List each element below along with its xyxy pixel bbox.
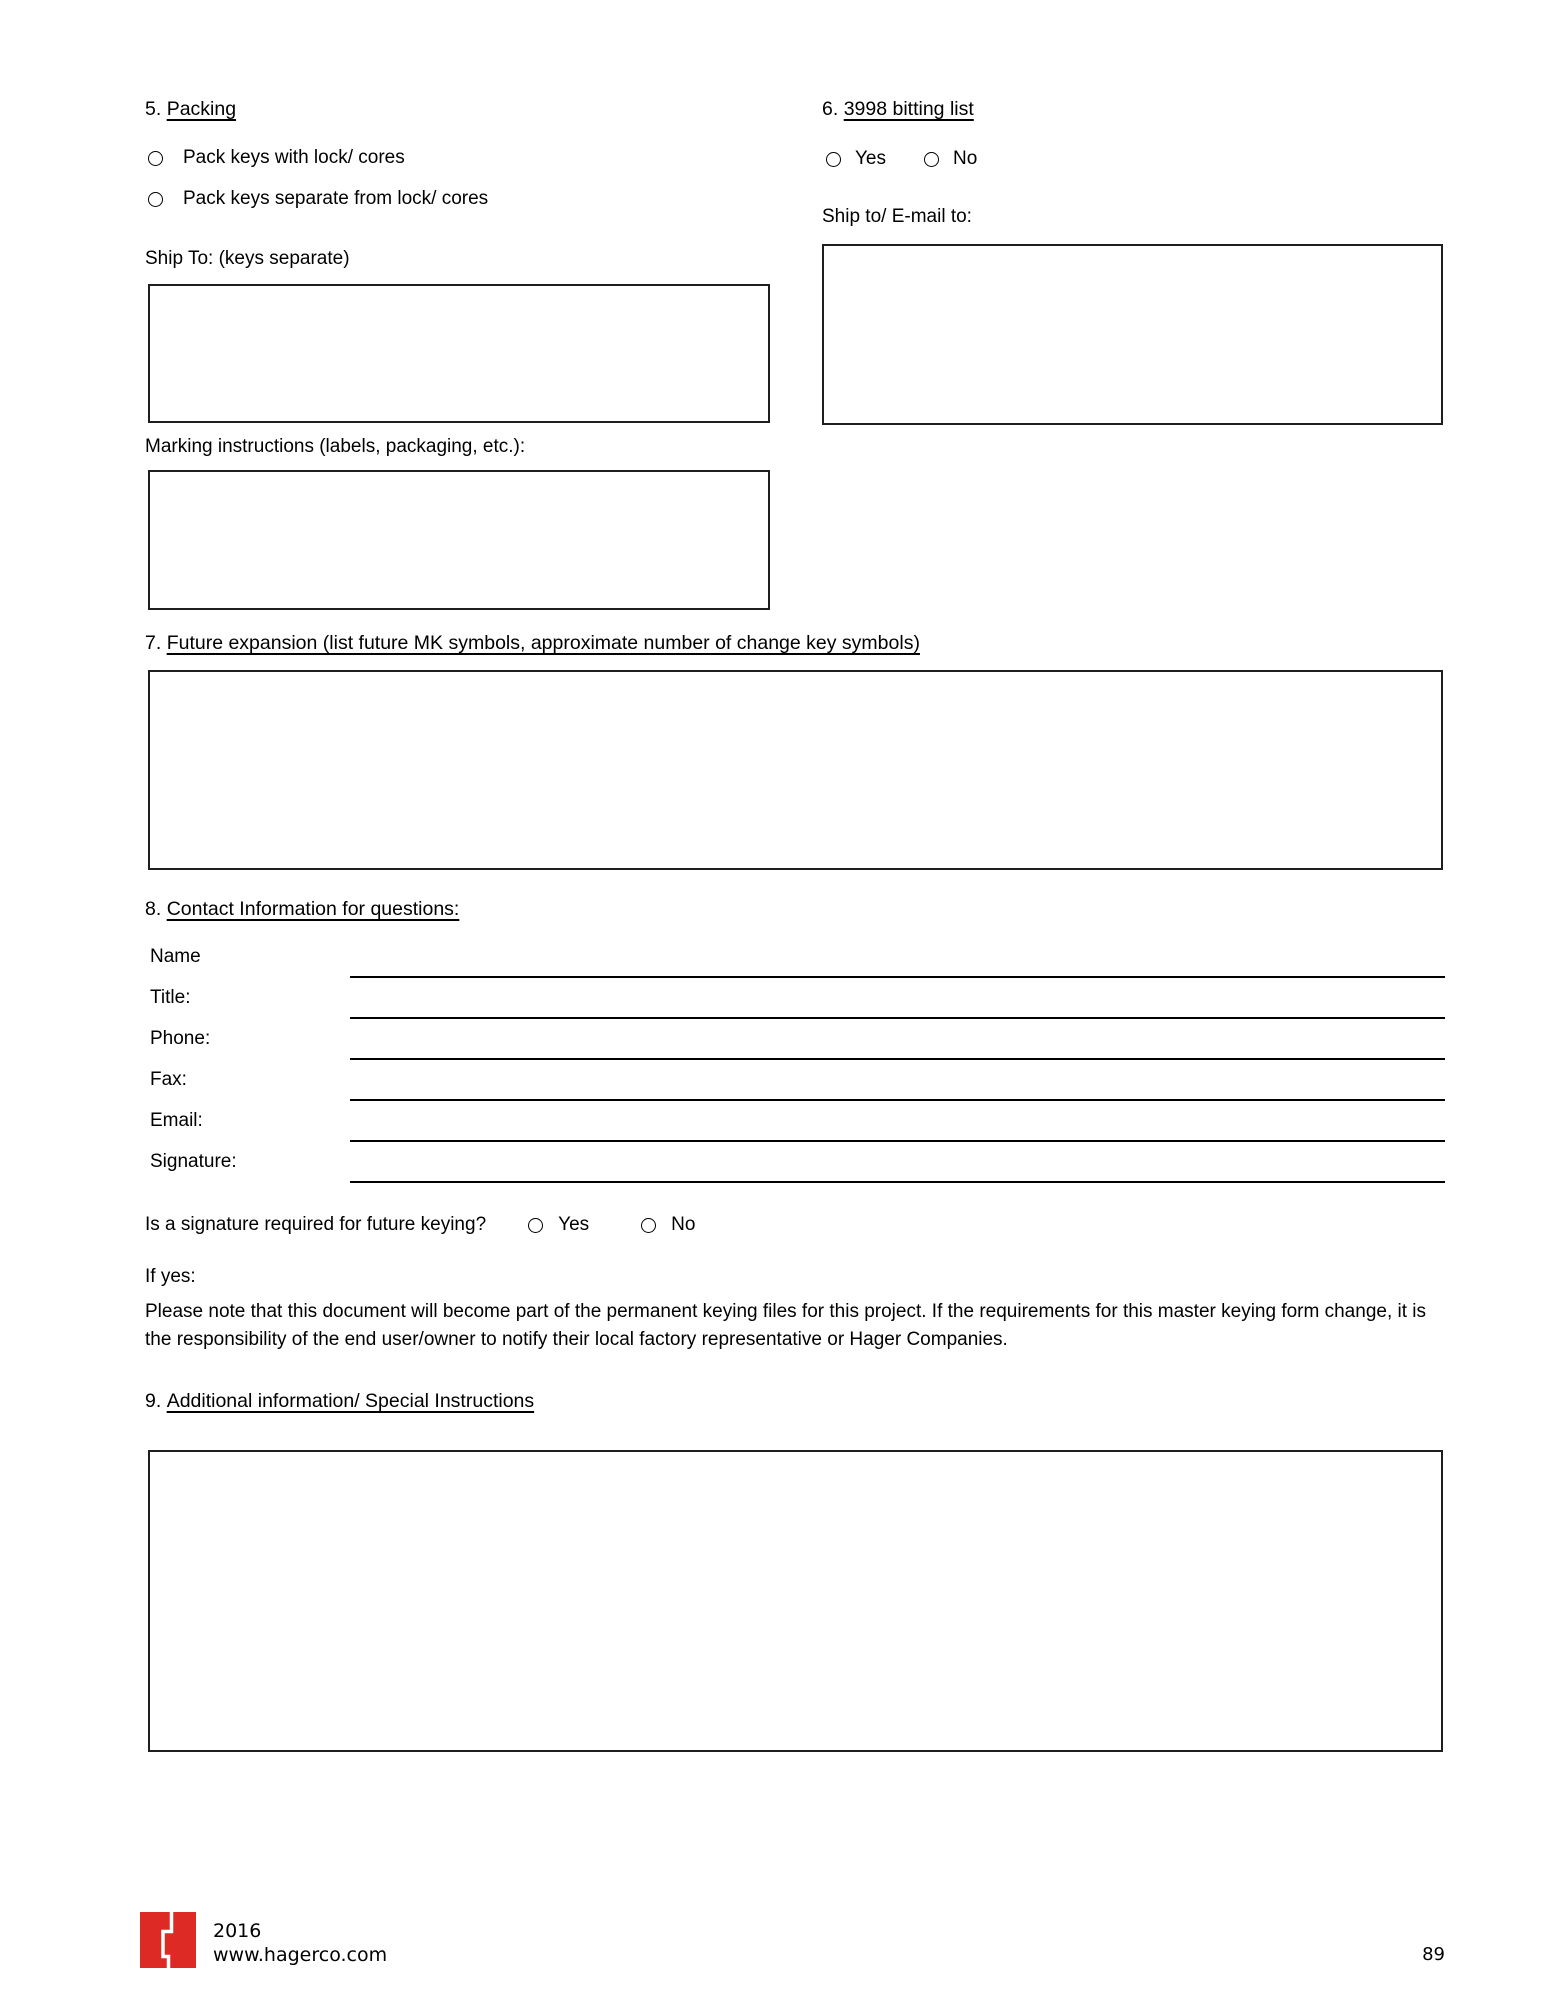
- section-8-title: Contact Information for questions:: [166, 898, 460, 920]
- section-5-title: Packing: [166, 98, 237, 120]
- packing-option-separate[interactable]: [148, 188, 488, 210]
- contact-email-field[interactable]: [350, 1140, 1445, 1142]
- packing-option-separate-label: Pack keys separate from lock/ cores: [183, 188, 489, 209]
- bitting-no-label: No: [953, 148, 978, 169]
- section-6-number: 6.: [822, 98, 839, 120]
- future-expansion-input-box[interactable]: [148, 670, 1443, 870]
- radio-signature-no-icon[interactable]: [641, 1218, 656, 1233]
- signature-required-row: [145, 1214, 695, 1237]
- radio-bitting-no-icon[interactable]: [924, 152, 939, 167]
- contact-phone-field[interactable]: [350, 1058, 1445, 1060]
- radio-pack-separate-icon[interactable]: [148, 192, 163, 207]
- hager-hinge-logo-icon: [140, 1912, 196, 1968]
- ship-email-input-box[interactable]: [822, 244, 1443, 425]
- hager-logo: [140, 1912, 196, 1968]
- permanent-keying-note: Please note that this document will become part of the permanent keying files for this project. If the requirements for this master keying form change, it is the responsibility of the end user/owner to notify their local factory representative or Hager Companies.: [145, 1301, 1427, 1350]
- contact-fax-field[interactable]: [350, 1099, 1445, 1101]
- packing-option-with-cores[interactable]: [148, 147, 405, 169]
- additional-info-input-box[interactable]: [148, 1450, 1443, 1752]
- radio-pack-with-cores-icon[interactable]: [148, 151, 163, 166]
- bitting-yes-label: Yes: [855, 148, 886, 169]
- contact-phone-label: Phone:: [150, 1028, 211, 1049]
- footer-website: www.hagerco.com: [213, 1944, 388, 1966]
- section-7-heading: [145, 632, 920, 655]
- contact-title-label: Title:: [150, 987, 191, 1008]
- section-9-title: Additional information/ Special Instructions: [166, 1390, 535, 1412]
- contact-email-label: Email:: [150, 1110, 203, 1131]
- marking-instructions-label: Marking instructions (labels, packaging, etc.):: [145, 436, 526, 457]
- packing-option-with-cores-label: Pack keys with lock/ cores: [183, 147, 405, 168]
- signature-no-label: No: [671, 1214, 696, 1236]
- section-6-title: 3998 bitting list: [843, 98, 974, 120]
- contact-name-field[interactable]: [350, 976, 1445, 978]
- signature-yes-label: Yes: [558, 1214, 590, 1236]
- radio-signature-yes-icon[interactable]: [528, 1218, 543, 1233]
- section-6-heading: [822, 98, 974, 121]
- section-5-number: 5.: [145, 98, 162, 120]
- contact-fax-label: Fax:: [150, 1069, 187, 1090]
- section-5-heading: [145, 98, 236, 121]
- ship-email-label: Ship to/ E-mail to:: [822, 206, 972, 227]
- section-9-number: 9.: [145, 1390, 162, 1412]
- contact-signature-label: Signature:: [150, 1151, 237, 1172]
- radio-bitting-yes-icon[interactable]: [826, 152, 841, 167]
- section-8-number: 8.: [145, 898, 162, 920]
- marking-instructions-input-box[interactable]: [148, 470, 770, 610]
- page-number: 89: [1422, 1944, 1445, 1965]
- section-8-heading: [145, 898, 459, 921]
- signature-required-question: Is a signature required for future keying?: [145, 1214, 487, 1235]
- ship-to-label: Ship To: (keys separate): [145, 248, 350, 269]
- contact-signature-field[interactable]: [350, 1181, 1445, 1183]
- section-9-heading: [145, 1390, 534, 1413]
- ship-to-input-box[interactable]: [148, 284, 770, 423]
- contact-name-label: Name: [150, 946, 201, 967]
- if-yes-label: If yes:: [145, 1266, 196, 1287]
- section-7-title: Future expansion (list future MK symbols, approximate number of change key symbols): [166, 632, 920, 654]
- bitting-list-radio-group: [826, 148, 977, 170]
- section-7-number: 7.: [145, 632, 162, 654]
- footer-year: 2016: [213, 1920, 262, 1942]
- contact-title-field[interactable]: [350, 1017, 1445, 1019]
